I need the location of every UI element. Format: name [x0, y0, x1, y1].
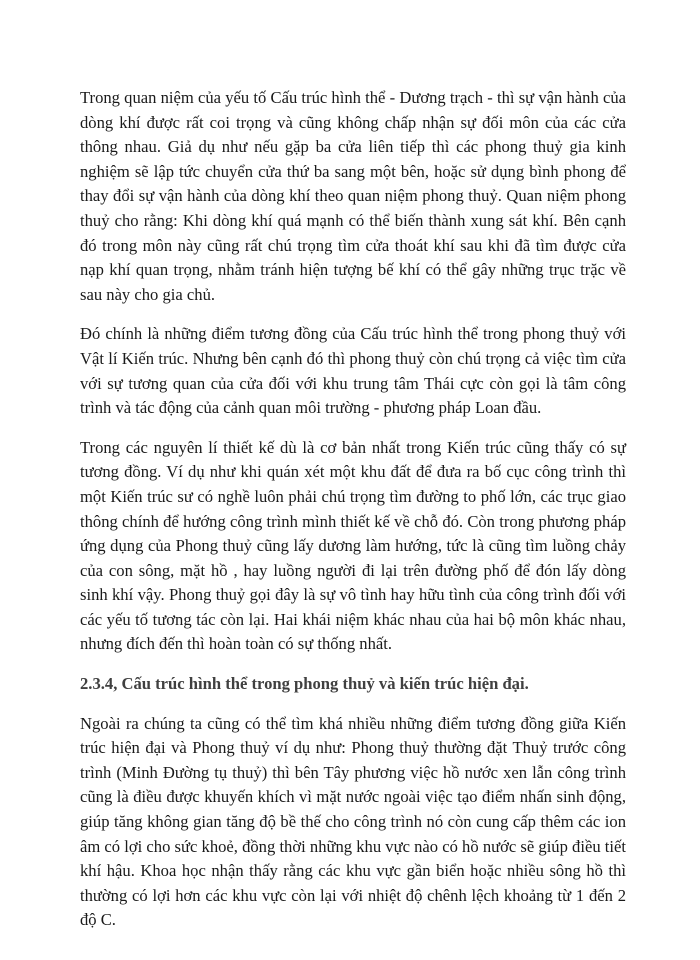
- paragraph-modern-architecture: Ngoài ra chúng ta cũng có thể tìm khá nhiều những điểm tương đồng giữa Kiến trúc hiện đại và Phong thuỷ ví dụ như: Phong thuỷ thường đặt Thuỷ trước công trình (Minh Đường tụ thuỷ) thì bên Tây phương việc hồ nước xen lẫn công trình cũng là điều được khuyến khích vì mặt nước ngoài việc tạo điểm nhấn sinh động, giúp tăng không gian tăng độ bề thế cho công trình nó còn cung cấp thêm các ion âm có lợi cho sức khoẻ, đồng thời những khu vực nào có hồ nước sẽ giúp điều tiết khí hậu. Khoa học nhận thấy rằng các khu vực gần biển hoặc nhiều sông hồ thì thường có lợi hơn các khu vực còn lại với nhiệt độ chênh lệch khoảng từ 1 đến 2 độ C.: [80, 713, 626, 930]
- paragraph-design-principles: Trong các nguyên lí thiết kế dù là cơ bản nhất trong Kiến trúc cũng thấy có sự tương đồng. Ví dụ như khi quán xét một khu đất để đưa ra bố cục công trình thì một Kiến trúc sư có nghề luôn phải chú trọng tìm đường to phố lớn, các trục giao thông chính để hướng công trình mình thiết kế về chỗ đó. Còn trong phương pháp ứng dụng của Phong thuỷ cũng lấy dương làm hướng, tức là cũng tìm luồng chảy của con sông, mặt hồ , hay luồng người đi lại trên đường phố để đón lấy dòng sinh khí vậy. Phong thuỷ gọi đây là sự vô tình hay hữu tình của công trình đối với các yếu tố tương tác còn lại. Hai khái niệm khác nhau của hai bộ môn khác nhau, nhưng đích đến thì hoàn toàn có sự thống nhất.: [80, 437, 626, 654]
- paragraph-door-airflow: Trong quan niệm của yếu tố Cấu trúc hình thể - Dương trạch - thì sự vận hành của dòng khí được rất coi trọng và cũng không chấp nhận sự đối môn của các cửa thông nhau. Giả dụ như nếu gặp ba cửa liên tiếp thì các phong thuỷ gia kinh nghiệm sẽ lập tức chuyển cửa thứ ba sang một bên, hoặc sử dụng bình phong để thay đổi sự vận hành của dòng khí theo quan niệm phong thuỷ. Quan niệm phong thuỷ cho rằng: Khi dòng khí quá mạnh có thể biến thành xung sát khí. Bên cạnh đó trong môn này cũng rất chú trọng tìm cửa thoát khí sau khi đã tìm được cửa nạp khí quan trọng, nhằm tránh hiện tượng bế khí có thể gây những trục trặc về sau này cho gia chủ.: [80, 88, 626, 304]
- section-heading: 2.3.4, Cấu trúc hình thể trong phong thuỷ và kiến trúc hiện đại.: [80, 674, 529, 694]
- document-page: [80, 86, 626, 948]
- paragraph-architectural-physics: Đó chính là những điểm tương đồng của Cấu trúc hình thể trong phong thuỷ với Vật lí Kiến trúc. Nhưng bên cạnh đó thì phong thuỷ còn chú trọng cả việc tìm cửa với sự tương quan của cửa đối với khu trung tâm Thái cực còn gọi là tâm công trình và tác động của cảnh quan môi trường - phương pháp Loan đầu.: [80, 324, 626, 418]
